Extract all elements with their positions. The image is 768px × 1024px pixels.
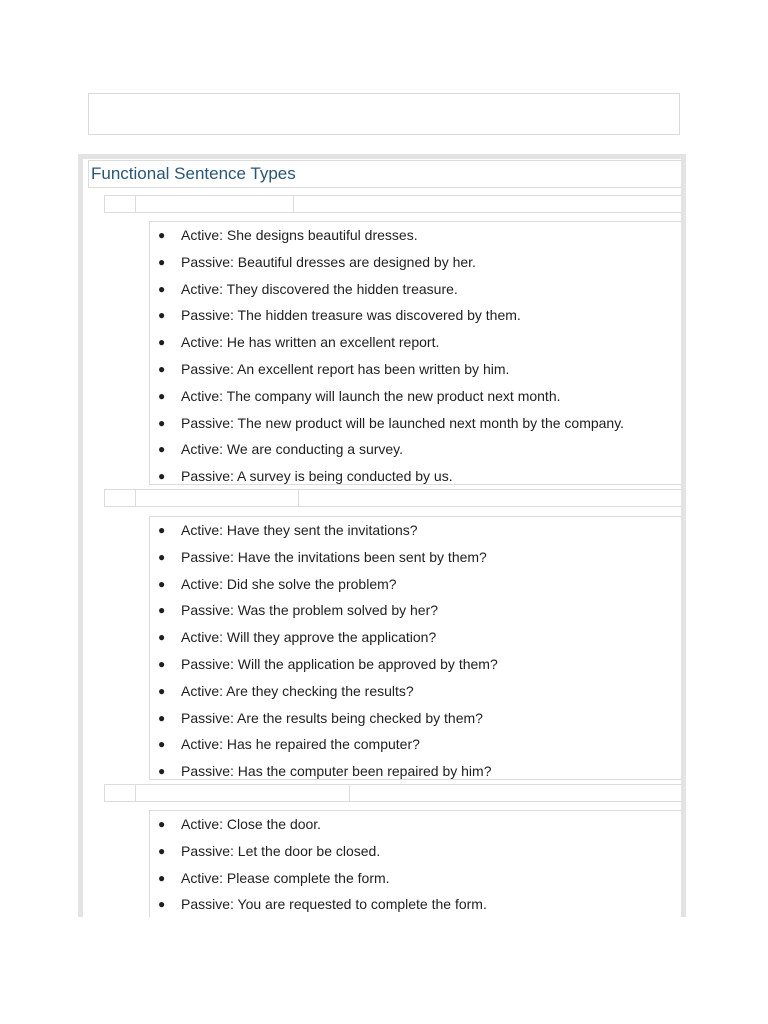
bullet-icon: ● bbox=[158, 254, 166, 269]
list-item-text: Active: Please complete the form. bbox=[181, 869, 390, 886]
header-box bbox=[88, 93, 680, 135]
list-item bbox=[150, 811, 686, 838]
bullet-icon: ● bbox=[158, 710, 166, 725]
list-item bbox=[150, 571, 686, 598]
list-item bbox=[150, 383, 686, 410]
subheading-row bbox=[104, 489, 686, 507]
bullet-icon: ● bbox=[158, 630, 166, 645]
list-item-text: Active: Are they checking the results? bbox=[181, 682, 414, 699]
list-item bbox=[150, 249, 686, 276]
list-item-text: Passive: A survey is being conducted by us. bbox=[181, 468, 453, 485]
subheading-row bbox=[104, 784, 686, 802]
bullet-icon: ● bbox=[158, 549, 166, 564]
list-item-text: Passive: Was the problem solved by her? bbox=[181, 602, 439, 619]
list-item bbox=[150, 463, 686, 490]
bullet-icon: ● bbox=[158, 523, 166, 537]
list-item bbox=[150, 597, 686, 624]
bullet-icon: ● bbox=[158, 683, 166, 698]
subheading-cell bbox=[135, 784, 350, 802]
list-item bbox=[150, 544, 686, 571]
bullet-icon: ● bbox=[158, 764, 166, 779]
list-item bbox=[150, 865, 686, 892]
list-item bbox=[150, 758, 686, 785]
list-item bbox=[150, 329, 686, 356]
list-item-text: Active: She designs beautiful dresses. bbox=[181, 227, 418, 243]
bullet-icon: ● bbox=[158, 308, 166, 323]
list-item bbox=[150, 651, 686, 678]
bullet-icon: ● bbox=[158, 469, 166, 484]
bullet-icon: ● bbox=[158, 335, 166, 350]
list-item bbox=[150, 276, 686, 303]
bullet-icon: ● bbox=[158, 442, 166, 457]
subheading-cell bbox=[135, 195, 294, 213]
list-item bbox=[150, 436, 686, 463]
list-item-text: Passive: You are requested to complete the form. bbox=[181, 896, 487, 913]
list-item bbox=[150, 302, 686, 329]
bullet-icon: ● bbox=[158, 656, 166, 671]
subheading-cell bbox=[135, 489, 299, 507]
bullet-icon: ● bbox=[158, 361, 166, 376]
section-frame bbox=[78, 154, 686, 917]
section-heading: Functional Sentence Types bbox=[91, 164, 296, 183]
list-item bbox=[150, 731, 686, 758]
bullet-icon: ● bbox=[158, 897, 166, 912]
list-item-text: Passive: Have the invitations been sent by them? bbox=[181, 548, 487, 565]
bullet-icon: ● bbox=[158, 737, 166, 752]
list-item-text: Passive: Has the computer been repaired by him? bbox=[181, 763, 492, 780]
subheading-row bbox=[104, 195, 686, 213]
list-item-text: Passive: The hidden treasure was discovered by them. bbox=[181, 307, 521, 324]
list-item bbox=[150, 222, 686, 249]
bullet-icon: ● bbox=[158, 870, 166, 885]
bullet-icon: ● bbox=[158, 388, 166, 403]
bullet-icon: ● bbox=[158, 843, 166, 858]
list-item bbox=[150, 517, 686, 544]
example-list bbox=[149, 810, 686, 917]
bullet-icon: ● bbox=[158, 415, 166, 430]
list-item-text: Active: Will they approve the application? bbox=[181, 629, 437, 646]
list-item bbox=[150, 891, 686, 917]
list-item bbox=[150, 410, 686, 437]
bullet-icon: ● bbox=[158, 817, 166, 831]
list-item-text: Passive: The new product will be launched next month by the company. bbox=[181, 414, 625, 431]
list-item bbox=[150, 624, 686, 651]
list-item-text: Active: He has written an excellent report. bbox=[181, 334, 440, 351]
bullet-icon: ● bbox=[158, 281, 166, 296]
list-item bbox=[150, 678, 686, 705]
list-item-text: Active: The company will launch the new product next month. bbox=[181, 387, 561, 404]
list-item-text: Active: Did she solve the problem? bbox=[181, 575, 397, 592]
list-item-text: Passive: Let the door be closed. bbox=[181, 842, 381, 859]
list-item-text: Passive: Will the application be approved by them? bbox=[181, 655, 498, 672]
bullet-icon: ● bbox=[158, 576, 166, 591]
list-item-text: Active: Has he repaired the computer? bbox=[181, 736, 420, 753]
list-item-text: Active: They discovered the hidden treasure. bbox=[181, 280, 458, 297]
example-list bbox=[149, 221, 686, 485]
heading-box bbox=[88, 160, 686, 188]
bullet-icon: ● bbox=[158, 603, 166, 618]
list-item bbox=[150, 705, 686, 732]
bullet-icon: ● bbox=[158, 228, 166, 242]
list-item-text: Passive: Beautiful dresses are designed by her. bbox=[181, 253, 476, 270]
list-item-text: Active: Have they sent the invitations? bbox=[181, 522, 418, 538]
list-item-text: Active: We are conducting a survey. bbox=[181, 441, 404, 458]
list-item-text: Passive: An excellent report has been written by him. bbox=[181, 360, 510, 377]
list-item bbox=[150, 356, 686, 383]
list-item-text: Passive: Are the results being checked by them? bbox=[181, 709, 483, 726]
list-item bbox=[150, 838, 686, 865]
list-item-text: Active: Close the door. bbox=[181, 816, 322, 832]
example-list bbox=[149, 516, 686, 780]
